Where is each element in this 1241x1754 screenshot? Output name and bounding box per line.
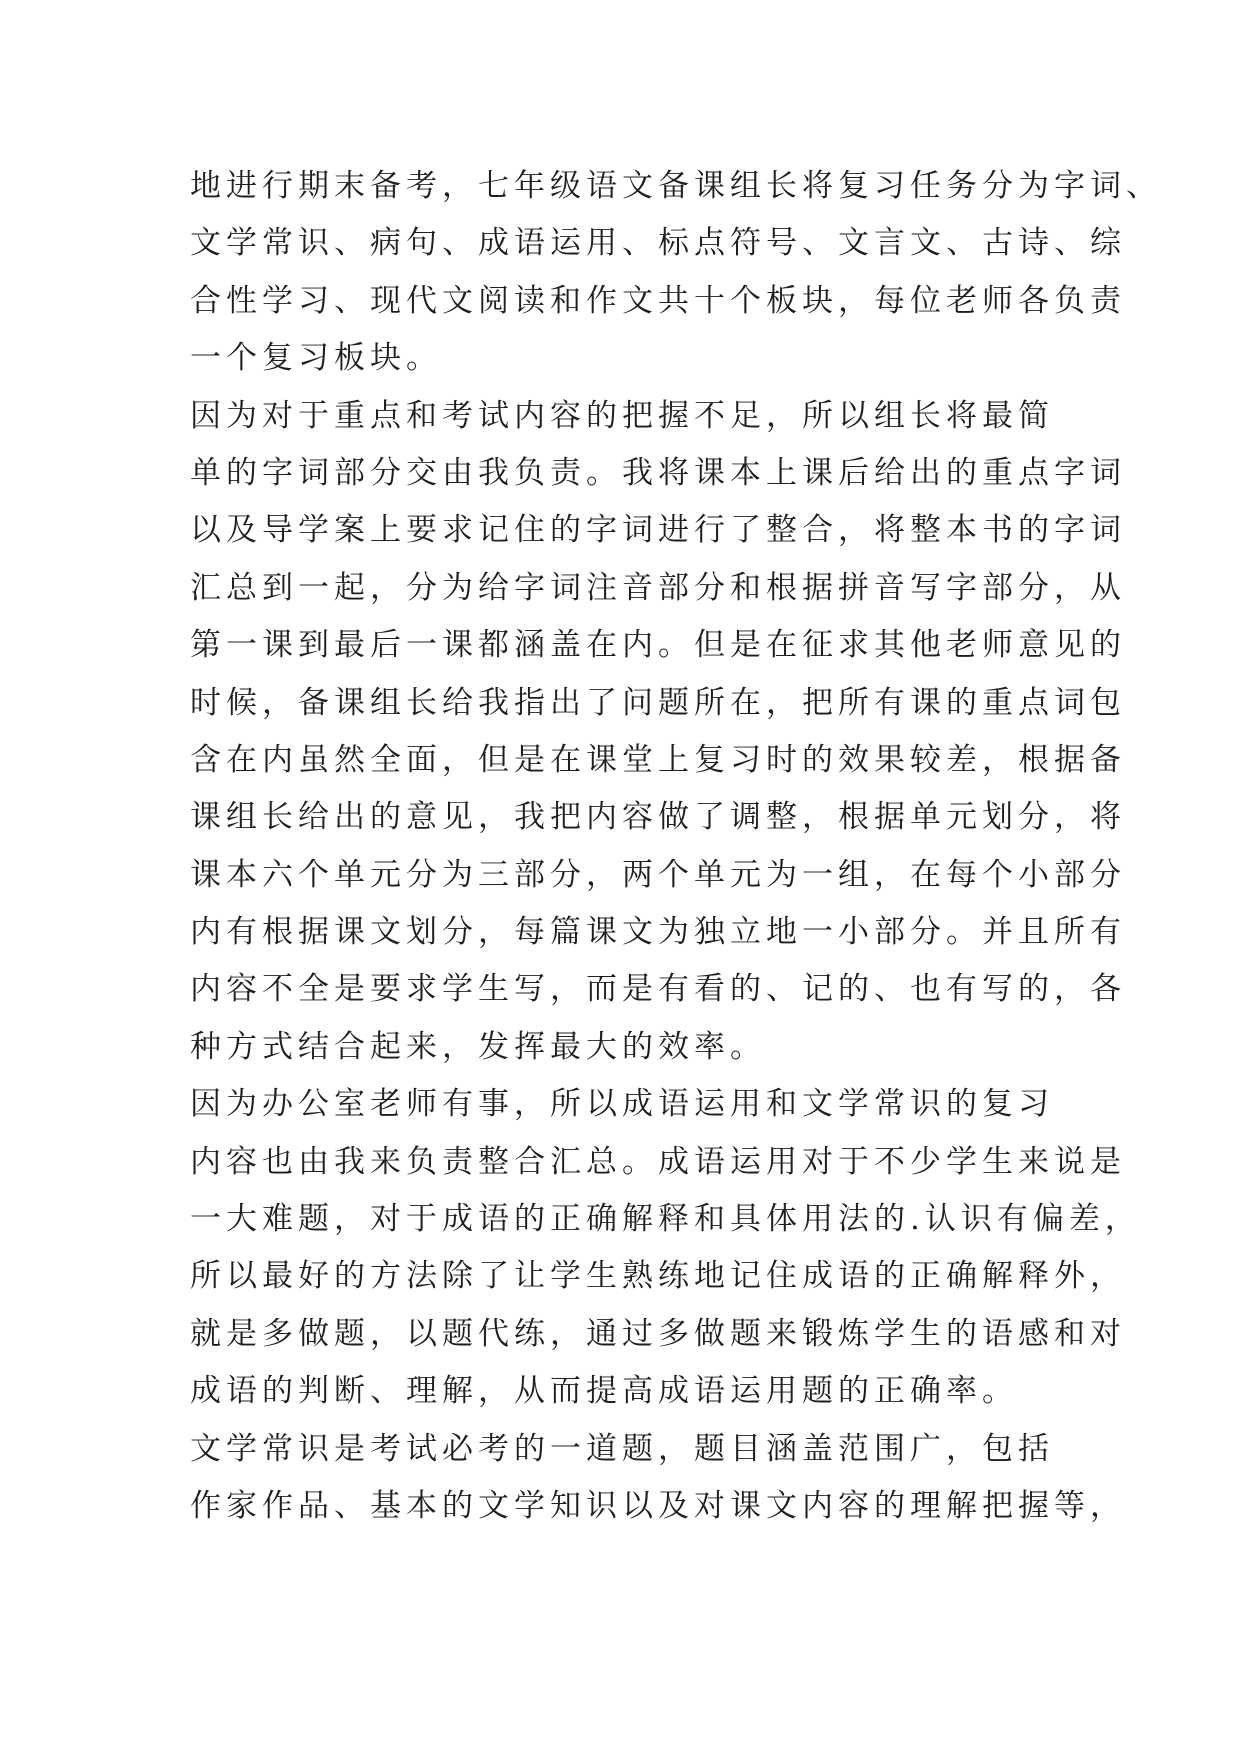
text-line: 含在内虽然全面，但是在课堂上复习时的效果较差，根据备 [190, 741, 1126, 778]
text-line: 就是多做题，以题代练，通过多做题来锻炼学生的语感和对 [190, 1315, 1126, 1352]
text-line: 内容也由我来负责整合汇总。成语运用对于不少学生来说是 [190, 1143, 1126, 1180]
text-line: 汇总到一起，分为给字词注音部分和根据拼音写字部分，从 [190, 569, 1126, 606]
text-line: 一大难题，对于成语的正确解释和具体用法的.认识有偏差， [190, 1201, 1141, 1238]
text-line: 因为办公室老师有事，所以成语运用和文学常识的复习 [190, 1086, 1054, 1123]
text-line: 内有根据课文划分，每篇课文为独立地一小部分。并且所有 [190, 914, 1126, 951]
document-body [190, 158, 1162, 1535]
text-line: 所以最好的方法除了让学生熟练地记住成语的正确解释外， [190, 1258, 1126, 1295]
text-line: 合性学习、现代文阅读和作文共十个板块，每位老师各负责 [190, 282, 1126, 319]
text-line: 以及导学案上要求记住的字词进行了整合，将整本书的字词 [190, 512, 1126, 549]
text-line: 因为对于重点和考试内容的把握不足，所以组长将最简 [190, 397, 1054, 434]
text-line: 第一课到最后一课都涵盖在内。但是在征求其他老师意见的 [190, 627, 1126, 664]
text-line: 一个复习板块。 [190, 340, 442, 377]
text-line: 文学常识是考试必考的一道题，题目涵盖范围广，包括 [190, 1430, 1054, 1467]
text-line: 种方式结合起来，发挥最大的效率。 [190, 1028, 766, 1065]
text-line: 文学常识、病句、成语运用、标点符号、文言文、古诗、综 [190, 225, 1126, 262]
text-line: 作家作品、基本的文学知识以及对课文内容的理解把握等， [190, 1487, 1126, 1524]
text-line: 时候，备课组长给我指出了问题所在，把所有课的重点词包 [190, 684, 1126, 721]
text-line: 课组长给出的意见，我把内容做了调整，根据单元划分，将 [190, 799, 1126, 836]
text-line: 课本六个单元分为三部分，两个单元为一组，在每个小部分 [190, 856, 1126, 893]
text-line: 地进行期末备考，七年级语文备课组长将复习任务分为字词、 [190, 168, 1162, 204]
text-line: 单的字词部分交由我负责。我将课本上课后给出的重点字词 [190, 454, 1126, 491]
text-line: 内容不全是要求学生写，而是有看的、记的、也有写的，各 [190, 971, 1126, 1008]
text-line: 成语的判断、理解，从而提高成语运用题的正确率。 [190, 1373, 1018, 1410]
